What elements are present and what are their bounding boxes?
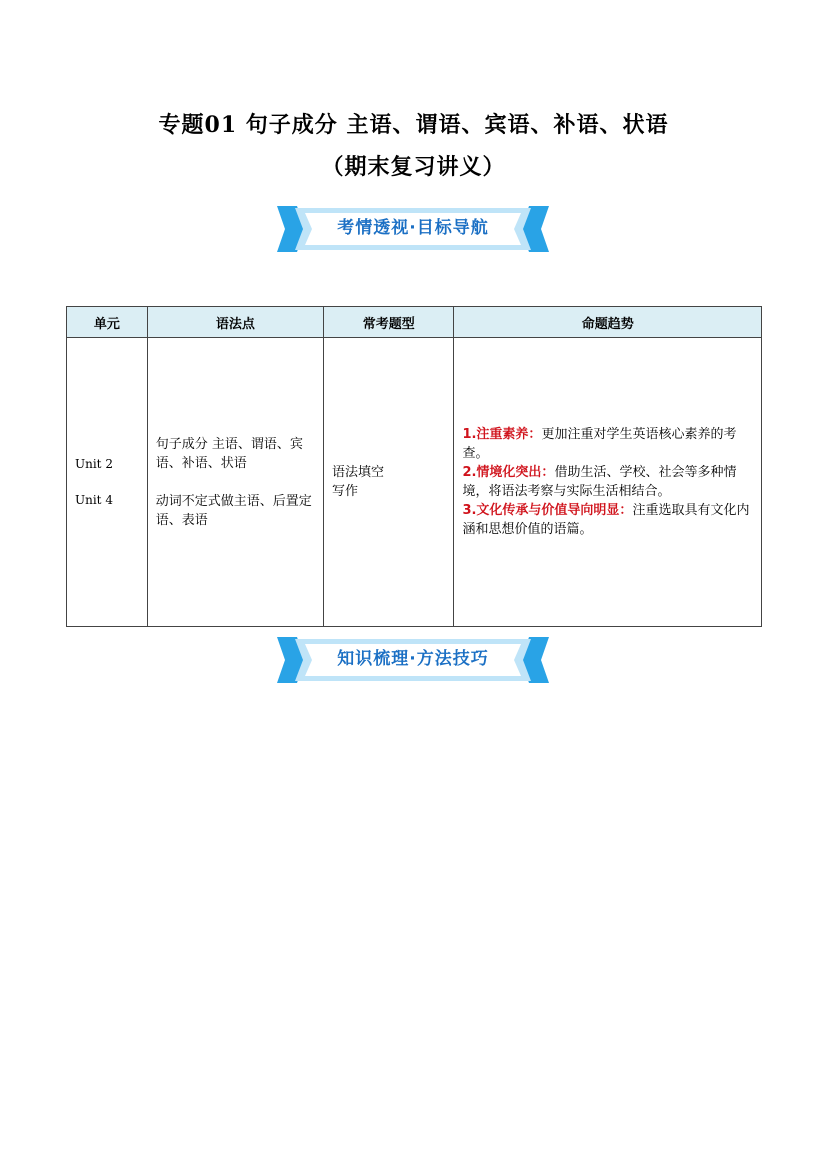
cell-trends: [454, 338, 762, 627]
unit-item: Unit 4: [75, 493, 113, 507]
banner-title: 知识梳理·方法技巧: [337, 649, 489, 669]
cell-grammar-points: [147, 338, 323, 627]
table-row: [67, 338, 762, 627]
unit-item: Unit 2: [75, 457, 113, 471]
trend-key: 3.文化传承与价值导向明显：: [462, 503, 633, 518]
page-title: 专题01 句子成分 主语、谓语、宾语、补语、状语: [158, 112, 669, 138]
exam-trend-table: [66, 306, 762, 627]
header-grammar-point: 语法点: [147, 307, 323, 338]
table-header-row: [67, 307, 762, 338]
cell-question-types: [324, 338, 454, 627]
trend-text: 注重选取具有文化内涵和思想价值的语篇。: [462, 503, 750, 537]
grammar-point-item: 动词不定式做主语、后置定语、表语: [155, 493, 312, 528]
trend-item: [462, 425, 753, 463]
question-type-item: 语法填空: [332, 465, 385, 480]
trend-text: 更加注重对学生英语核心素养的考查。: [462, 427, 737, 461]
cell-units: [67, 338, 148, 627]
trend-text: 借助生活、学校、社会等多种情境，将语法考察与实际生活相结合。: [462, 465, 737, 499]
section-banner-exam-overview: [273, 204, 553, 254]
trend-item: [462, 501, 753, 539]
header-question-type: 常考题型: [324, 307, 454, 338]
grammar-point-item: 句子成分 主语、谓语、宾语、补语、状语: [155, 436, 303, 471]
header-unit: 单元: [67, 307, 148, 338]
trend-key: 1.注重素养：: [462, 427, 542, 442]
page-subtitle: （期末复习讲义）: [321, 154, 506, 180]
banner-title: 考情透视·目标导航: [337, 218, 489, 238]
section-banner-knowledge: [273, 635, 553, 685]
header-trend: 命题趋势: [454, 307, 762, 338]
question-type-item: 写作: [332, 484, 359, 499]
trend-key: 2.情境化突出：: [462, 465, 555, 480]
trend-item: [462, 463, 753, 501]
